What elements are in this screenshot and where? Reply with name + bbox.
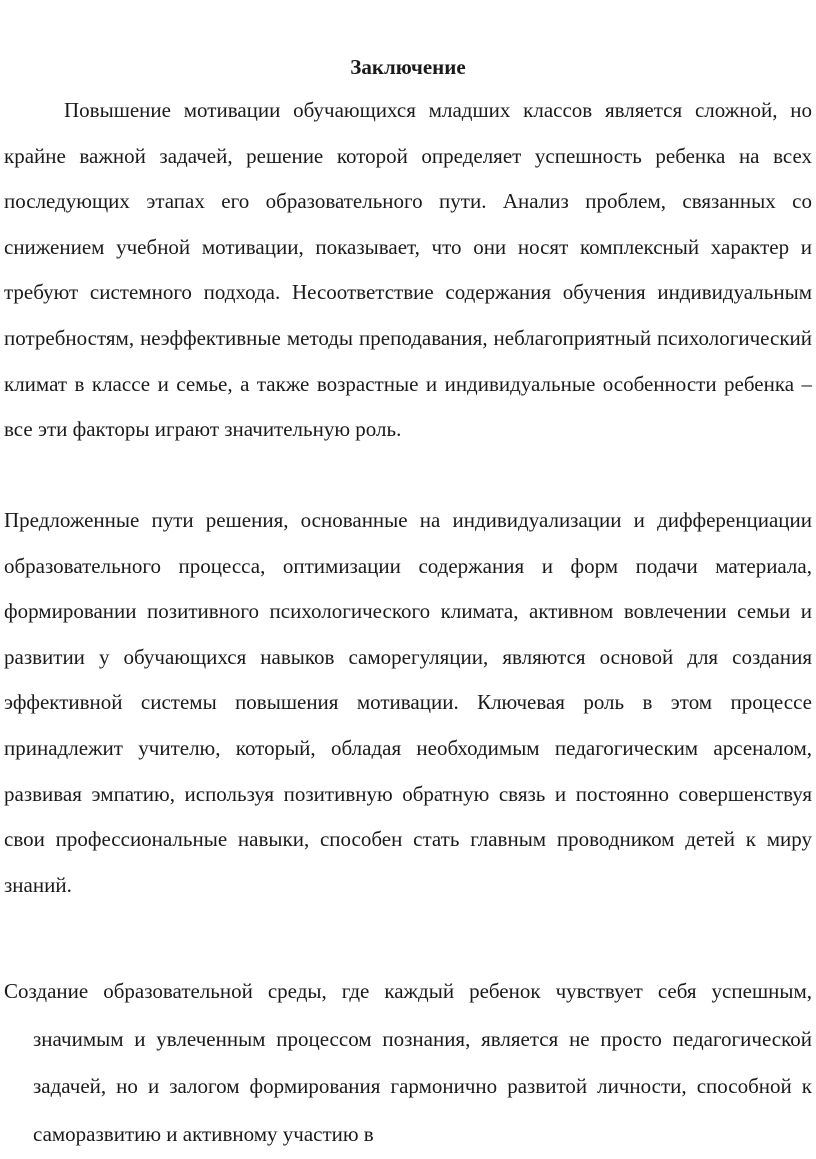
- page-title: Заключение: [350, 55, 466, 79]
- paragraph-3: Создание образовательной среды, где каждый ребенок чувствует себя успешным, значимым и увлеченным процессом познания, является не просто педагогической задачей, но и залогом формирования гармонично развитой личности, способной к саморазвитию и активному участию в: [4, 979, 812, 1146]
- paragraph-2: Предложенные пути решения, основанные на индивидуализации и дифференциации образовательного процесса, оптимизации содержания и форм подачи материала, формировании позитивного психологического климата, активном вовлечении семьи и развитии у обучающихся навыков саморегуляции, являются основой для создания эффективной системы повышения мотивации. Ключевая роль в этом процессе принадлежит учителю, который, обладая необходимым педагогическим арсеналом, развивая эмпатию, используя позитивную обратную связь и постоянно совершенствуя свои профессиональные навыки, способен стать главным проводником детей к миру знаний.: [4, 508, 812, 897]
- paragraph-1: Повышение мотивации обучающихся младших классов является сложной, но крайне важной задачей, решение которой определяет успешность ребенка на всех последующих этапах его образовательного пути. Анализ проблем, связанных со снижением учебной мотивации, показывает, что они носят комплексный характер и требуют системного подхода. Несоответствие содержания обучения индивидуальным потребностям, неэффективные методы преподавания, неблагоприятный психологический климат в классе и семье, а также возрастные и индивидуальные особенности ребенка – все эти факторы играют значительную роль.: [4, 98, 812, 442]
